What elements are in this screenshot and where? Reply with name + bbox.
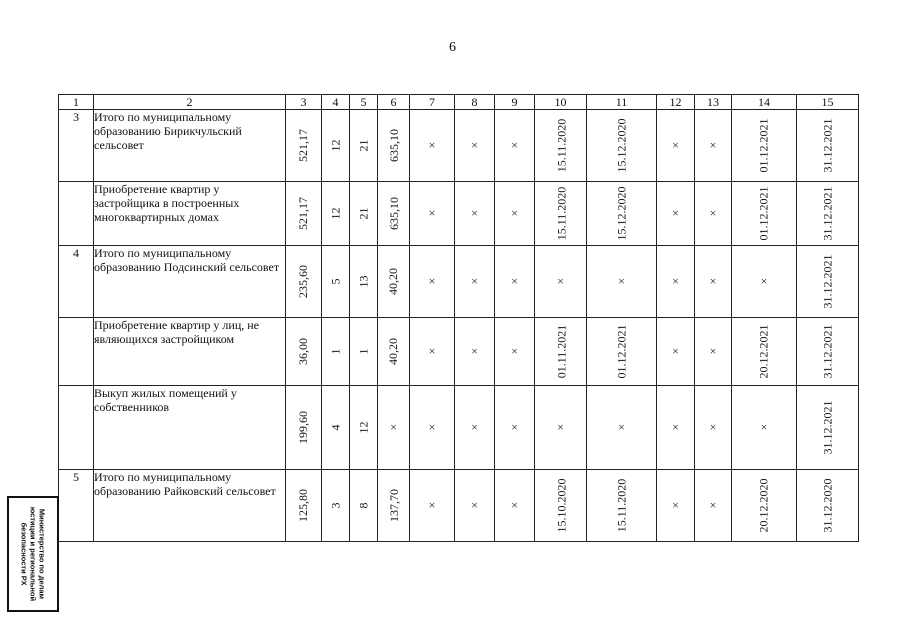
cell-value: 31.12.2021 [820, 254, 834, 309]
table-cell [378, 110, 410, 182]
cell-value: × [428, 138, 436, 152]
cell-value: 521,17 [296, 129, 310, 162]
table-cell [732, 182, 797, 246]
cell-value: 125,80 [296, 489, 310, 522]
table-cell [657, 182, 695, 246]
table-cell [495, 318, 535, 386]
cell-value: 21 [356, 207, 370, 220]
cell-value: 40,20 [386, 268, 400, 295]
cell-value: 521,17 [296, 197, 310, 230]
table-cell [378, 386, 410, 470]
table-cell [495, 386, 535, 470]
column-header: 15 [797, 95, 859, 110]
cell-value: × [471, 138, 478, 152]
table-cell [797, 110, 859, 182]
cell-value: 40,20 [386, 338, 400, 365]
column-header: 5 [350, 95, 378, 110]
table-cell [286, 470, 322, 542]
table-cell [587, 386, 657, 470]
cell-value: × [672, 274, 679, 288]
table-cell [695, 386, 732, 470]
table-cell [455, 470, 495, 542]
table-cell [535, 470, 587, 542]
cell-value: × [672, 206, 679, 220]
table-cell [797, 182, 859, 246]
table-cell [587, 110, 657, 182]
table-body [59, 110, 859, 542]
table-header [59, 95, 859, 110]
table-cell [322, 318, 350, 386]
cell-value: × [511, 344, 518, 358]
cell-value: × [428, 498, 436, 512]
cell-value: × [390, 420, 397, 434]
cell-value: × [760, 420, 768, 434]
table-cell [587, 318, 657, 386]
header-row [59, 95, 859, 110]
row-name: Выкуп жилых помещений у собственников [94, 386, 286, 470]
cell-value: 31.12.2021 [820, 118, 834, 173]
table-cell [410, 182, 455, 246]
row-name: Итого по муниципальному образованию Райковский сельсовет [94, 470, 286, 542]
row-name: Приобретение квартир у лиц, не являющихся застройщиком [94, 318, 286, 386]
table-cell [657, 470, 695, 542]
table-cell [455, 182, 495, 246]
cell-value: 15.12.2020 [614, 186, 628, 241]
table-cell [286, 246, 322, 318]
table-cell [350, 246, 378, 318]
ministry-stamp [7, 496, 59, 612]
row-number: 3 [59, 110, 94, 182]
column-header: 10 [535, 95, 587, 110]
cell-value: 15.11.2020 [554, 118, 569, 173]
table-cell [587, 182, 657, 246]
table-cell [350, 182, 378, 246]
table-cell [495, 470, 535, 542]
cell-value: × [709, 274, 717, 288]
cell-value: 12 [328, 139, 342, 152]
cell-value: × [760, 274, 768, 288]
cell-value: × [471, 274, 478, 288]
row-number: 5 [59, 470, 94, 542]
table-cell [535, 386, 587, 470]
cell-value: × [471, 420, 478, 434]
table-row [59, 470, 859, 542]
table-cell [286, 318, 322, 386]
cell-value: 1 [328, 348, 342, 355]
table-cell [657, 318, 695, 386]
cell-value: × [709, 206, 717, 220]
cell-value: 01.12.2021 [756, 118, 771, 173]
cell-value: 635,10 [387, 197, 401, 230]
table-cell [286, 182, 322, 246]
table-cell [587, 470, 657, 542]
page-number: 6 [449, 40, 456, 55]
row-number [59, 182, 94, 246]
cell-value: 3 [328, 502, 342, 509]
cell-value: 5 [328, 278, 342, 285]
table-cell [797, 386, 859, 470]
table-cell [495, 110, 535, 182]
row-name: Приобретение квартир у застройщика в построенных многоквартирных домах [94, 182, 286, 246]
column-header: 3 [286, 95, 322, 110]
cell-value: 21 [356, 139, 370, 152]
table-cell [410, 318, 455, 386]
cell-value: 15.11.2020 [614, 478, 628, 533]
cell-value: × [428, 344, 436, 358]
table-cell [378, 182, 410, 246]
table-cell [495, 182, 535, 246]
table-cell [495, 246, 535, 318]
table-cell [378, 318, 410, 386]
cell-value: 36,00 [296, 338, 310, 365]
cell-value: × [672, 420, 679, 434]
table-cell [732, 246, 797, 318]
table-row [59, 182, 859, 246]
table-cell [797, 470, 859, 542]
row-name: Итого по муниципальному образованию Подсинский сельсовет [94, 246, 286, 318]
table-cell [350, 386, 378, 470]
stamp-text: Министерство по делам юстиции и региональной безопасности РХ [19, 506, 47, 602]
table-cell [322, 470, 350, 542]
table-cell [286, 110, 322, 182]
table-cell [455, 386, 495, 470]
table-cell [657, 110, 695, 182]
table-cell [322, 110, 350, 182]
cell-value: × [709, 344, 717, 358]
table-row [59, 110, 859, 182]
cell-value: × [709, 498, 717, 512]
column-header: 11 [587, 95, 657, 110]
table-cell [535, 318, 587, 386]
column-header: 9 [495, 95, 535, 110]
table-cell [322, 246, 350, 318]
cell-value: 01.11.2021 [554, 324, 569, 379]
table-cell [410, 470, 455, 542]
table-cell [732, 470, 797, 542]
table-cell [732, 386, 797, 470]
table-cell [587, 246, 657, 318]
cell-value: × [511, 206, 518, 220]
table-cell [657, 246, 695, 318]
table-cell [695, 318, 732, 386]
cell-value: × [672, 498, 679, 512]
table-cell [732, 318, 797, 386]
cell-value: × [709, 420, 717, 434]
cell-value: × [471, 498, 478, 512]
cell-value: × [557, 420, 564, 434]
cell-value: 4 [328, 424, 342, 431]
table-cell [322, 386, 350, 470]
table-cell [350, 318, 378, 386]
cell-value: 31.12.2021 [820, 186, 834, 241]
cell-value: 12 [356, 421, 370, 434]
column-header: 13 [695, 95, 732, 110]
cell-value: 8 [356, 502, 370, 509]
column-header: 7 [410, 95, 455, 110]
table-cell [732, 110, 797, 182]
cell-value: 31.12.2020 [820, 478, 834, 533]
cell-value: 31.12.2021 [820, 400, 834, 455]
cell-value: × [511, 420, 518, 434]
table-row [59, 246, 859, 318]
cell-value: × [672, 344, 679, 358]
row-number [59, 386, 94, 470]
cell-value: × [618, 274, 625, 288]
cell-value: 137,70 [387, 489, 401, 522]
table-row [59, 318, 859, 386]
row-number: 4 [59, 246, 94, 318]
cell-value: × [511, 138, 518, 152]
cell-value: 199,60 [296, 411, 310, 444]
cell-value: 1 [356, 348, 370, 355]
table-cell [455, 246, 495, 318]
table-cell [695, 246, 732, 318]
cell-value: 13 [356, 275, 370, 288]
cell-value: 15.10.2020 [554, 478, 569, 533]
cell-value: 12 [328, 207, 342, 220]
table-cell [410, 246, 455, 318]
cell-value: 01.12.2021 [756, 186, 771, 241]
table-cell [350, 470, 378, 542]
cell-value: × [511, 274, 518, 288]
table-cell [378, 246, 410, 318]
table-cell [695, 110, 732, 182]
cell-value: × [428, 274, 436, 288]
table-cell [695, 182, 732, 246]
cell-value: × [428, 206, 436, 220]
column-header: 12 [657, 95, 695, 110]
table-cell [378, 470, 410, 542]
cell-value: 635,10 [387, 129, 401, 162]
cell-value: × [618, 420, 625, 434]
cell-value: 20.12.2020 [756, 478, 771, 533]
cell-value: × [672, 138, 679, 152]
table-cell [286, 386, 322, 470]
table-row [59, 386, 859, 470]
table-cell [350, 110, 378, 182]
table-cell [535, 246, 587, 318]
cell-value: × [471, 206, 478, 220]
cell-value: 01.12.2021 [614, 324, 628, 379]
cell-value: 15.11.2020 [554, 186, 569, 241]
table-cell [455, 318, 495, 386]
table-cell [797, 318, 859, 386]
cell-value: × [557, 274, 564, 288]
cell-value: 15.12.2020 [614, 118, 628, 173]
cell-value: 235,60 [296, 265, 310, 298]
table-cell [535, 182, 587, 246]
cell-value: 31.12.2021 [820, 324, 834, 379]
table-cell [535, 110, 587, 182]
row-number [59, 318, 94, 386]
column-header: 4 [322, 95, 350, 110]
table-cell [695, 470, 732, 542]
column-header: 1 [59, 95, 94, 110]
cell-value: × [428, 420, 436, 434]
column-header: 6 [378, 95, 410, 110]
table-cell [797, 246, 859, 318]
row-name: Итого по муниципальному образованию Бирикчульский сельсовет [94, 110, 286, 182]
table-cell [455, 110, 495, 182]
table-cell [410, 386, 455, 470]
cell-value: × [471, 344, 478, 358]
column-header: 8 [455, 95, 495, 110]
column-header: 14 [732, 95, 797, 110]
column-header: 2 [94, 95, 286, 110]
data-table [58, 94, 859, 542]
cell-value: 20.12.2021 [756, 324, 771, 379]
table-cell [322, 182, 350, 246]
table-cell [657, 386, 695, 470]
cell-value: × [511, 498, 518, 512]
cell-value: × [709, 138, 717, 152]
table-cell [410, 110, 455, 182]
